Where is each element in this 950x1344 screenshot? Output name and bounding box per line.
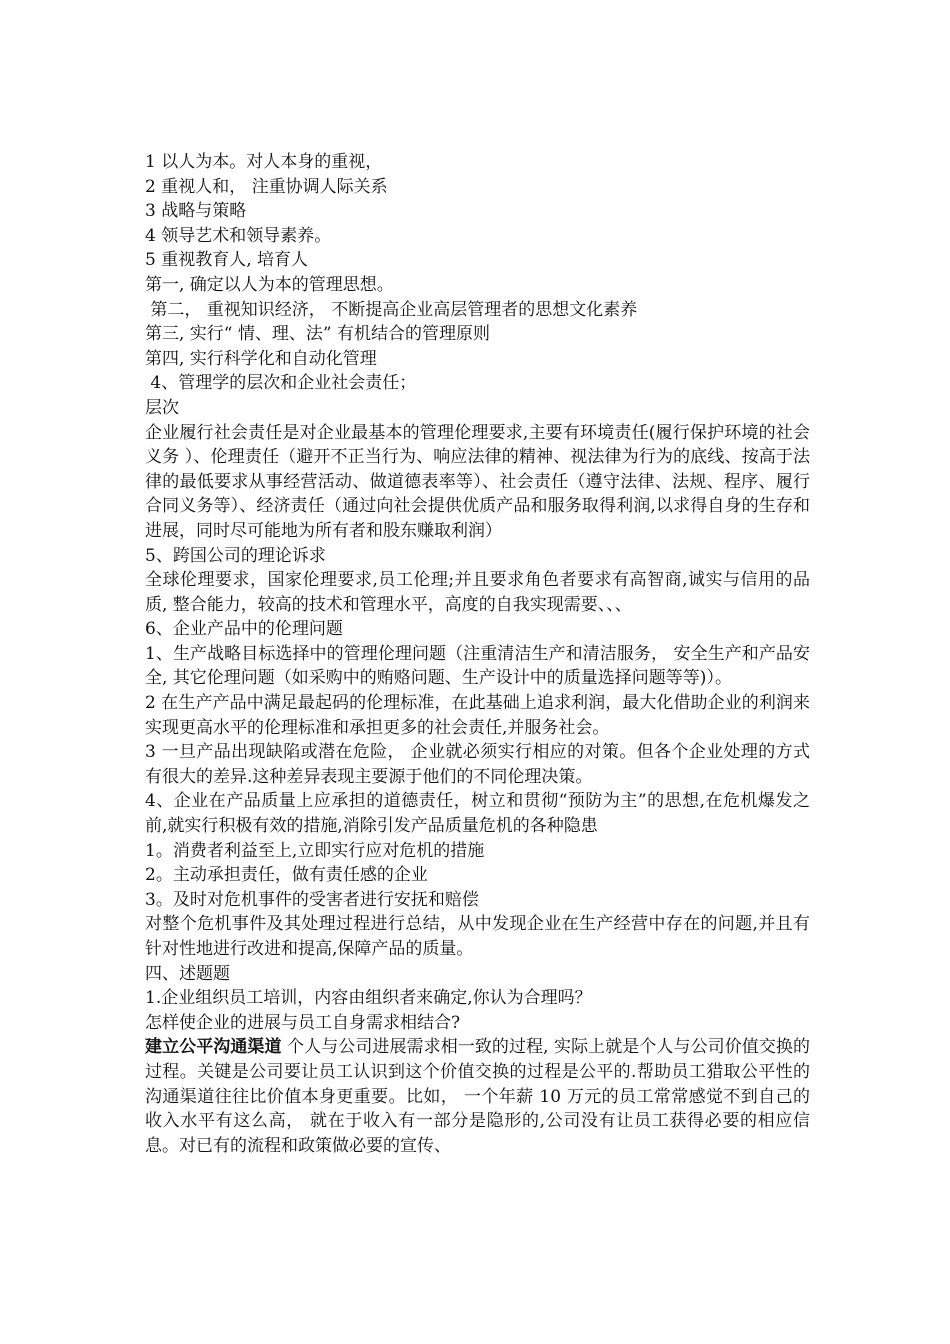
question-2: 怎样使企业的进展与员工自身需求相结合? <box>145 1012 461 1033</box>
heading-5-multinational: 5、跨国公司的理论诉求 <box>145 545 326 566</box>
point-fourth: 第四, 实行科学化和自动化管理 <box>145 348 377 369</box>
principle-line-1: 1 以人为本。对人本身的重视， <box>145 152 383 172</box>
paragraph-social-responsibility: 企业履行社会责任是对企业最基本的管理伦理要求,主要有环境责任(履行保护环境的社会义务 ）、伦理责任（避开不正当行为、响应法律的精神、视法律为行为的底线、按高于法律的最低要求从事经营活动、做道德表率等）、社会责任（遵守法律、法规、程序、履行合同义务等）、经济责任（通过向社会提供优质产品和服务取得利润,以求得自身的生存和进展，同时尽可能地为所有者和股东赚取利润） <box>145 422 810 541</box>
principle-line-4: 4 领导艺术和领导素养。 <box>145 225 332 246</box>
paragraph-product-2: 2 在生产产品中满足最起码的伦理标准，在此基础上追求利润，最大化借助企业的利润来实现更高水平的伦理标准和承担更多的社会责任,并服务社会。 <box>145 693 810 738</box>
crisis-item-1: 1。消费者利益至上,立即实行应对危机的措施 <box>145 840 485 861</box>
heading-4-levels: 4、管理学的层次和企业社会责任； <box>145 373 417 394</box>
point-second: 第二， 重视知识经济， 不断提高企业高层管理者的思想文化素养 <box>145 299 638 320</box>
document-body <box>145 150 810 1158</box>
paragraph-product-4: 4、企业在产品质量上应承担的道德责任，树立和贯彻“预防为主”的思想,在危机爆发之前,就实行积极有效的措施,消除引发产品质量危机的各种隐患 <box>145 791 810 837</box>
fair-communication-title: 建立公平沟通渠道 <box>145 1037 282 1058</box>
paragraph-product-1: 1、生产战略目标选择中的管理伦理问题（注重清洁生产和清洁服务， 安全生产和产品安全, 其它伦理问题（如采购中的贿赂问题、生产设计中的质量选择问题等等)）。 <box>145 643 810 689</box>
fair-communication-text: 个人与公司进展需求相一致的过程, 实际上就是个人与公司价值交换的过程。关键是公司要让员工认识到这个价值交换的过程是公平的.帮助员工猎取公平性的沟通渠道往往比价值本身更重要。比如， 一个年薪 10 万元的员工常常感觉不到自己的收入水平有这么高， 就在于收入有一部分是隐形的,公司没有让员工获得必要的相应信息。对已有的流程和政策做必要的宣传、 <box>145 1037 810 1156</box>
paragraph-global-ethics: 全球伦理要求，国家伦理要求,员工伦理;并且要求角色者要求有高智商,诚实与信用的品质, 整合能力，较高的技术和管理水平，高度的自我实现需要、、、 <box>145 570 810 615</box>
subheading-levels: 层次 <box>145 397 179 418</box>
crisis-item-3: 3。及时对危机事件的受害者进行安抚和赔偿 <box>145 889 479 910</box>
crisis-item-2: 2。主动承担责任，做有责任感的企业 <box>145 865 428 886</box>
heading-6-product-ethics: 6、企业产品中的伦理问题 <box>145 619 343 640</box>
paragraph-fair-communication <box>145 1035 810 1158</box>
point-third: 第三, 实行“ 情、理、法” 有机结合的管理原则 <box>145 324 490 345</box>
principle-line-3: 3 战略与策略 <box>145 201 247 222</box>
section-heading-essay: 四、述题题 <box>145 963 230 984</box>
paragraph-crisis-summary: 对整个危机事件及其处理过程进行总结，从中发现企业在生产经营中存在的问题,并且有针对性地进行改进和提高,保障产品的质量。 <box>145 914 810 959</box>
principle-line-2: 2 重视人和， 注重协调人际关系 <box>145 176 388 197</box>
principle-line-5: 5 重视教育人, 培育人 <box>145 250 309 271</box>
paragraph-product-3: 3 一旦产品出现缺陷或潜在危险， 企业就必须实行相应的对策。但各个企业处理的方式有很大的差异.这种差异表现主要源于他们的不同伦理决策。 <box>145 742 810 787</box>
point-first: 第一, 确定以人为本的管理思想。 <box>145 274 394 295</box>
question-1: 1.企业组织员工培训，内容由组织者来确定,你认为合理吗？ <box>145 988 592 1009</box>
